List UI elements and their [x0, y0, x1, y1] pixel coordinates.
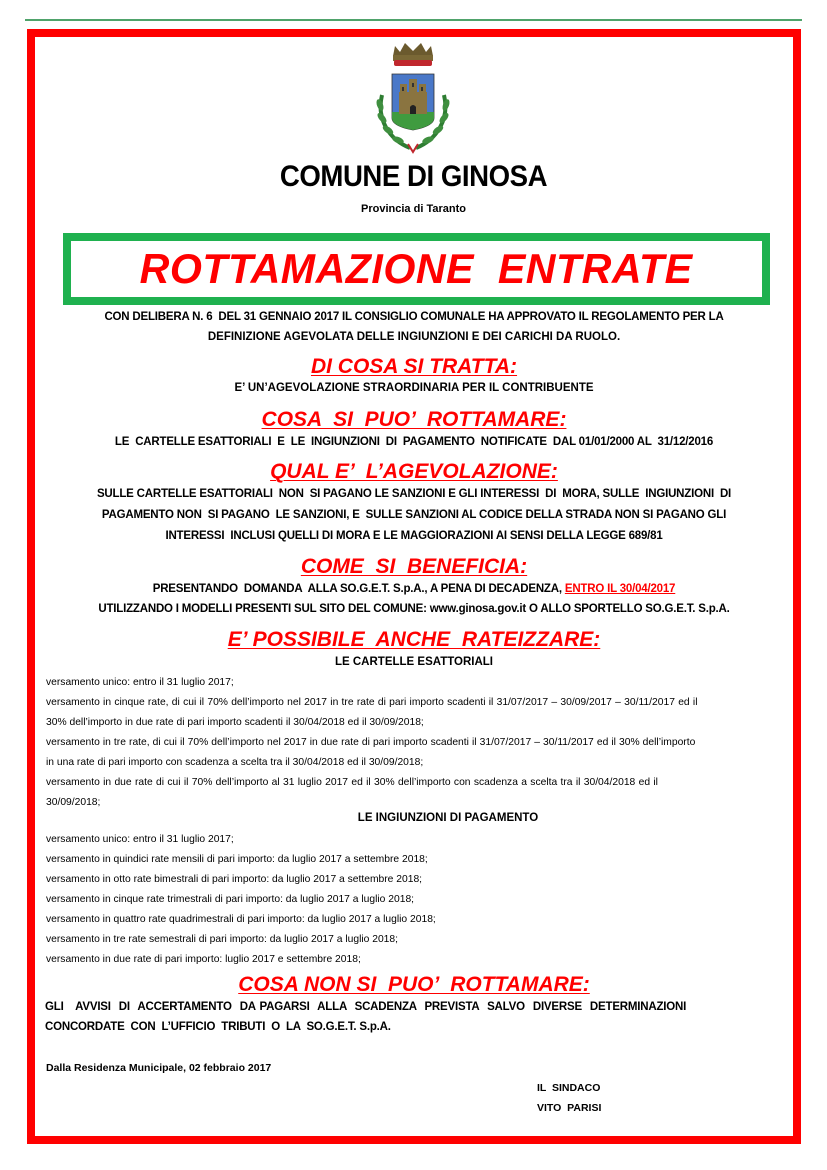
- section-text: GLI AVVISI DI ACCERTAMENTO DA PAGARSI ALLA SCADENZA PREVISTA SALVO DIVERSE DETERMINAZIONI: [45, 1001, 687, 1013]
- heading-come-si-beneficia: COME SI BENEFICIA:: [300, 555, 528, 578]
- list-item: versamento in otto rate bimestrali di pari importo: da luglio 2017 a settembre 2018;: [46, 874, 423, 885]
- section-text: PAGAMENTO NON SI PAGANO LE SANZIONI, E SULLE SANZIONI AL CODICE DELLA STRADA NON SI PAGANO GLI: [101, 509, 727, 521]
- signatory-name: VITO PARISI: [537, 1102, 602, 1114]
- section-text: LE CARTELLE ESATTORIALI E LE INGIUNZIONI DI PAGAMENTO NOTIFICATE DAL 01/01/2000 AL 31/12/2016: [114, 436, 714, 448]
- beneficia-text: PRESENTANDO DOMANDA ALLA SO.G.E.T. S.p.A., A PENA DI DECADENZA,: [152, 583, 565, 595]
- heading-cosa-si-tratta: DI COSA SI TRATTA:: [310, 355, 518, 378]
- list-item: versamento in tre rate semestrali di pari importo: da luglio 2017 a luglio 2018;: [46, 934, 398, 945]
- intro-line: CON DELIBERA N. 6 DEL 31 GENNAIO 2017 IL CONSIGLIO COMUNALE HA APPROVATO IL REGOLAMENTO PER LA: [104, 311, 724, 323]
- list-item: versamento in due rate di cui il 70% dell’importo al 31 luglio 2017 ed il 30% dell’importo con scadenza a scelta tra il 30/04/2018 ed il: [46, 777, 658, 788]
- list-item: 30% dell’importo in due rate di pari importo scadenti il 30/04/2018 ed il 30/09/2018;: [46, 717, 424, 728]
- cartelle-list: [46, 673, 783, 813]
- list-item: versamento in tre rate, di cui il 70% dell’importo nel 2017 in due rate di pari importo scadenti il 31/07/2017 – 30/11/2017 ed il 30% dell’importo: [46, 737, 696, 748]
- ingiunzioni-list: [46, 830, 783, 970]
- list-item: versamento in cinque rate trimestrali di pari importo: da luglio 2017 a luglio 2018;: [46, 894, 415, 905]
- main-banner: [63, 233, 770, 305]
- place-date: Dalla Residenza Municipale, 02 febbraio 2017: [46, 1062, 272, 1074]
- signatory-role: IL SINDACO: [537, 1082, 601, 1094]
- section-text: [45, 583, 783, 595]
- section-text: CONCORDATE CON L’UFFICIO TRIBUTI O LA SO.G.E.T. S.p.A.: [45, 1021, 391, 1033]
- list-item: versamento unico: entro il 31 luglio 2017;: [46, 834, 234, 845]
- province-subtitle: Provincia di Taranto: [361, 203, 466, 215]
- list-item: versamento in cinque rate, di cui il 70% dell’importo nel 2017 in tre rate di pari importo scadenti il 31/07/2017 – 30/09/2017 – 30/11/2017 ed il: [46, 697, 698, 708]
- heading-cosa-non-si-puo-rottamare: COSA NON SI PUO’ ROTTAMARE:: [238, 973, 590, 996]
- list-item: versamento in due rate di pari importo: luglio 2017 e settembre 2018;: [46, 954, 361, 965]
- intro-line: DEFINIZIONE AGEVOLATA DELLE INGIUNZIONI E DEI CARICHI DA RUOLO.: [207, 331, 621, 343]
- section-text: UTILIZZANDO I MODELLI PRESENTI SUL SITO DEL COMUNE: www.ginosa.gov.it O ALLO SPORTELLO SO.G.E.T. S.p.A.: [98, 603, 730, 615]
- section-text: INTERESSI INCLUSI QUELLI DI MORA E LE MAGGIORAZIONI AI SENSI DELLA LEGGE 689/81: [165, 530, 663, 542]
- deadline-highlight: ENTRO IL 30/04/2017: [564, 583, 676, 595]
- municipality-title: COMUNE DI GINOSA: [279, 160, 548, 193]
- heading-qual-e-agevolazione: QUAL E’ L’AGEVOLAZIONE:: [270, 460, 558, 483]
- list-item: versamento unico: entro il 31 luglio 2017;: [46, 677, 234, 688]
- banner-title: ROTTAMAZIONE ENTRATE: [140, 245, 693, 292]
- section-text: E’ UN’AGEVOLAZIONE STRAORDINARIA PER IL CONTRIBUENTE: [234, 382, 594, 394]
- section-text: SULLE CARTELLE ESATTORIALI NON SI PAGANO LE SANZIONI E GLI INTERESSI DI MORA, SULLE INGIUNZIONI DI: [96, 488, 732, 500]
- subheading-cartelle: LE CARTELLE ESATTORIALI: [334, 656, 494, 668]
- top-rule: [25, 19, 802, 21]
- list-item: versamento in quattro rate quadrimestrali di pari importo: da luglio 2017 a luglio 2018;: [46, 914, 436, 925]
- list-item: 30/09/2018;: [46, 797, 101, 808]
- list-item: versamento in quindici rate mensili di pari importo: da luglio 2017 a settembre 2018;: [46, 854, 428, 865]
- coat-of-arms-icon: [368, 40, 458, 155]
- heading-rateizzare: E’ POSSIBILE ANCHE RATEIZZARE:: [227, 628, 601, 651]
- heading-cosa-si-puo-rottamare: COSA SI PUO’ ROTTAMARE:: [261, 408, 567, 431]
- subheading-ingiunzioni: LE INGIUNZIONI DI PAGAMENTO: [357, 812, 539, 824]
- list-item: in una rate di pari importo con scadenza a scelta tra il 30/04/2018 ed il 30/09/2018;: [46, 757, 424, 768]
